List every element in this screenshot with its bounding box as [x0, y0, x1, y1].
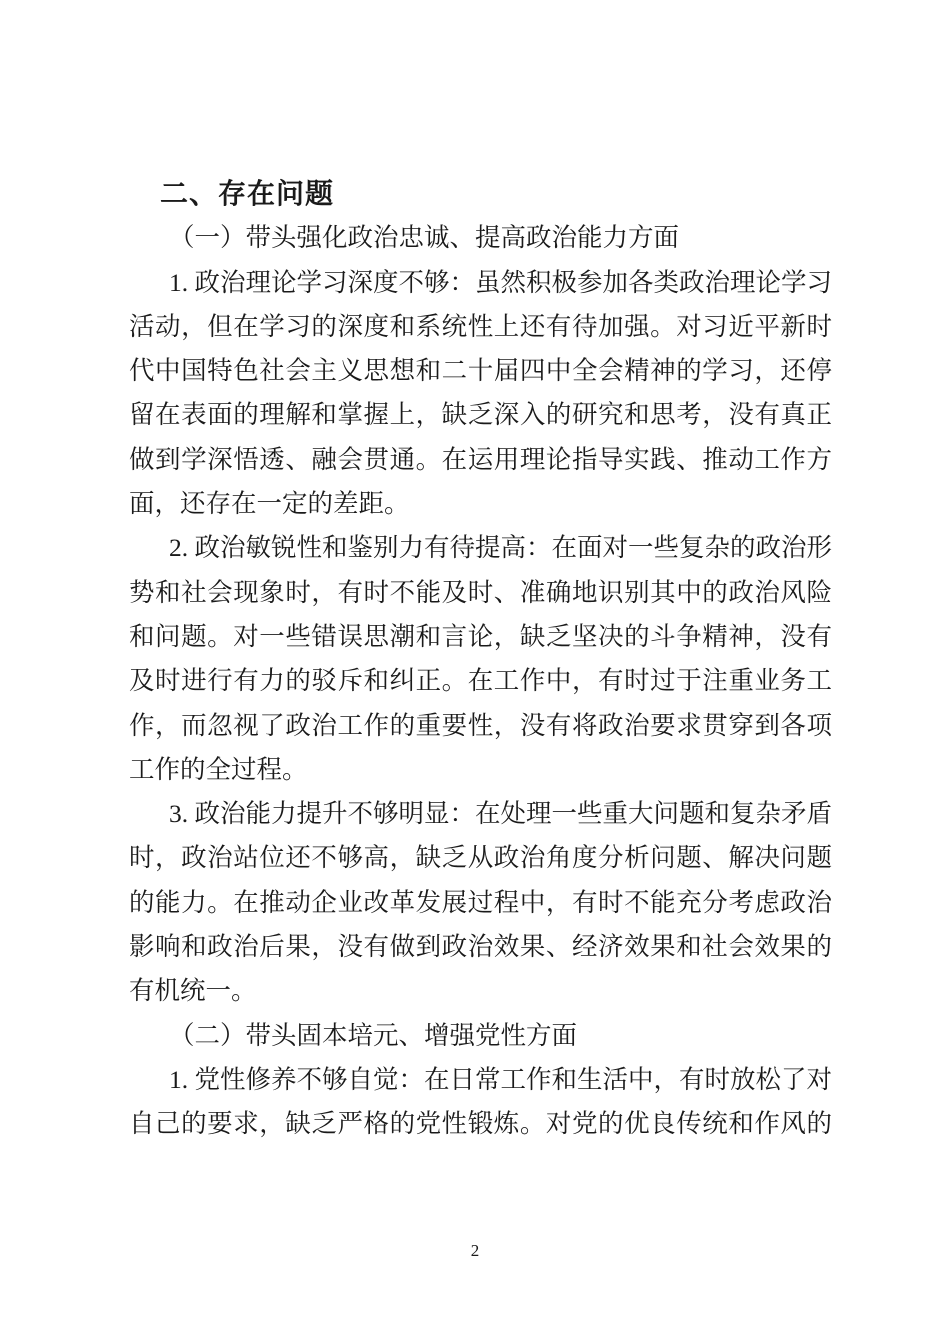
paragraph-line: 势和社会现象时，有时不能及时、准确地识别其中的政治风险 — [129, 577, 832, 607]
paragraph-line: 时，政治站位还不够高，缺乏从政治角度分析问题、解决问题 — [129, 843, 832, 873]
subsection-heading: （一）带头强化政治忠诚、提高政治能力方面 — [169, 223, 680, 253]
subsection-heading: （二）带头固本培元、增强党性方面 — [169, 1020, 578, 1050]
page-number: 2 — [470, 1241, 480, 1260]
paragraph-line: 作，而忽视了政治工作的重要性，没有将政治要求贯穿到各项 — [129, 710, 832, 740]
paragraph-line: 活动，但在学习的深度和系统性上还有待加强。对习近平新时 — [129, 311, 832, 341]
paragraph-line: 3. 政治能力提升不够明显：在处理一些重大问题和复杂矛盾 — [169, 799, 832, 829]
paragraph-line: 及时进行有力的驳斥和纠正。在工作中，有时过于注重业务工 — [129, 666, 832, 696]
paragraph-line: 的能力。在推动企业改革发展过程中，有时不能充分考虑政治 — [129, 887, 832, 917]
paragraph-line: 代中国特色社会主义思想和二十届四中全会精神的学习，还停 — [129, 356, 832, 386]
paragraph-line: 做到学深悟透、融会贯通。在运用理论指导实践、推动工作方 — [129, 444, 832, 474]
paragraph-line: 1. 政治理论学习深度不够：虽然积极参加各类政治理论学习 — [169, 267, 832, 297]
paragraph-line: 和问题。对一些错误思潮和言论，缺乏坚决的斗争精神，没有 — [129, 621, 832, 651]
paragraph-line: 有机统一。 — [129, 976, 257, 1006]
paragraph-line: 影响和政治后果，没有做到政治效果、经济效果和社会效果的 — [129, 932, 832, 962]
paragraph-line: 自己的要求，缺乏严格的党性锻炼。对党的优良传统和作风的 — [129, 1109, 832, 1139]
section-heading: 二、存在问题 — [160, 178, 335, 209]
paragraph-line: 面，还存在一定的差距。 — [129, 489, 410, 519]
paragraph-line: 1. 党性修养不够自觉：在日常工作和生活中，有时放松了对 — [169, 1064, 832, 1094]
paragraph-line: 留在表面的理解和掌握上，缺乏深入的研究和思考，没有真正 — [129, 400, 832, 430]
paragraph-line: 工作的全过程。 — [129, 754, 308, 784]
paragraph-line: 2. 政治敏锐性和鉴别力有待提高：在面对一些复杂的政治形 — [169, 533, 832, 563]
document-content — [129, 172, 832, 1147]
